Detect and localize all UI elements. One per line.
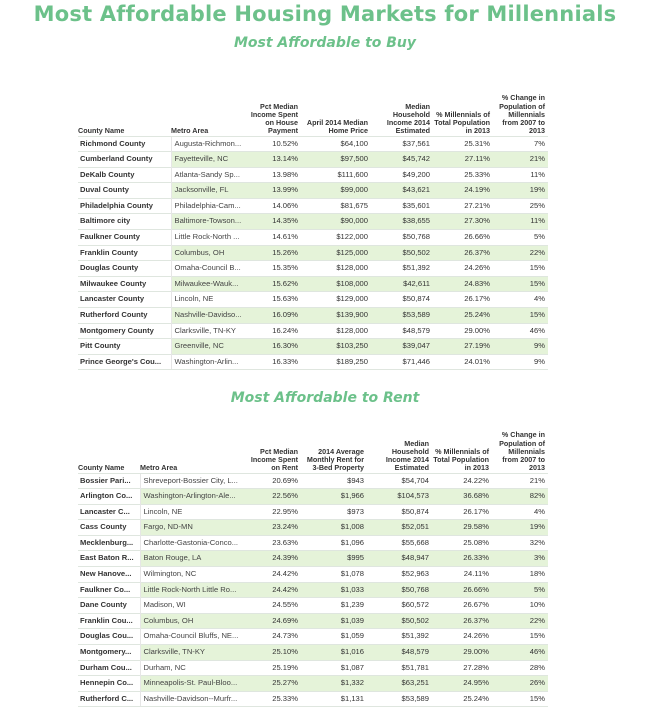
buy-table-row [78, 167, 548, 183]
value-cell: $81,675 [301, 198, 371, 214]
buy-header-row [78, 66, 548, 136]
buy-table-row [78, 261, 548, 277]
value-cell: 9% [493, 354, 548, 370]
value-cell: 24.42% [248, 582, 301, 598]
rent-header-cell: Pct Median Income Spent on Rent [250, 446, 298, 473]
county-name-cell: Bossier Pari... [78, 473, 140, 489]
value-cell: 14.06% [249, 198, 301, 214]
value-cell: 24.22% [432, 473, 492, 489]
metro-area-cell: Clarksville, TN-KY [171, 323, 249, 339]
buy-header-cell: County Name [78, 126, 125, 136]
value-cell: 24.73% [248, 629, 301, 645]
buy-header-cell: April 2014 Median Home Price [306, 118, 368, 136]
rent-header-row [78, 418, 548, 473]
value-cell: 25.33% [248, 691, 301, 707]
metro-area-cell: Nashville-Davidson--Murfr... [140, 691, 248, 707]
value-cell: $55,668 [367, 535, 432, 551]
value-cell: 27.19% [433, 339, 493, 355]
value-cell: $52,963 [367, 567, 432, 583]
value-cell: $51,392 [367, 629, 432, 645]
metro-area-cell: Omaha-Council Bluffs, NE... [140, 629, 248, 645]
rent-table-row [78, 551, 548, 567]
metro-area-cell: Columbus, OH [171, 245, 249, 261]
value-cell: $51,392 [371, 261, 433, 277]
buy-table-row [78, 339, 548, 355]
value-cell: $64,100 [301, 136, 371, 152]
buy-table-row [78, 198, 548, 214]
value-cell: $1,096 [301, 535, 367, 551]
value-cell: 16.09% [249, 308, 301, 324]
rent-table-row [78, 582, 548, 598]
value-cell: $1,008 [301, 520, 367, 536]
value-cell: $50,768 [371, 230, 433, 246]
county-name-cell: Durham Cou... [78, 660, 140, 676]
value-cell: 24.83% [433, 276, 493, 292]
buy-table-row [78, 183, 548, 199]
county-name-cell: Philadelphia County [78, 198, 171, 214]
value-cell: 25.31% [433, 136, 493, 152]
value-cell: 36.68% [432, 489, 492, 505]
metro-area-cell: Lincoln, NE [140, 504, 248, 520]
metro-area-cell: Omaha-Council B... [171, 261, 249, 277]
value-cell: 25.19% [248, 660, 301, 676]
value-cell: $1,332 [301, 676, 367, 692]
main-title: Most Affordable Housing Markets for Millennials [33, 2, 617, 26]
value-cell: $189,250 [301, 354, 371, 370]
value-cell: $973 [301, 504, 367, 520]
county-name-cell: Faulkner County [78, 230, 171, 246]
value-cell: $45,742 [371, 152, 433, 168]
county-name-cell: Lancaster County [78, 292, 171, 308]
value-cell: 15% [493, 276, 548, 292]
metro-area-cell: Baton Rouge, LA [140, 551, 248, 567]
county-name-cell: New Hanove... [78, 567, 140, 583]
county-name-cell: Rutherford County [78, 308, 171, 324]
value-cell: $1,033 [301, 582, 367, 598]
value-cell: 20.69% [248, 473, 301, 489]
buy-table-row [78, 276, 548, 292]
metro-area-cell: Washington-Arlington-Ale... [140, 489, 248, 505]
value-cell: 15% [493, 261, 548, 277]
metro-area-cell: Durham, NC [140, 660, 248, 676]
rent-table-row [78, 567, 548, 583]
value-cell: 24.55% [248, 598, 301, 614]
value-cell: 29.58% [432, 520, 492, 536]
value-cell: 15% [492, 691, 548, 707]
buy-header-cell: Metro Area [171, 126, 209, 136]
metro-area-cell: Jacksonville, FL [171, 183, 249, 199]
value-cell: 24.39% [248, 551, 301, 567]
value-cell: $51,781 [367, 660, 432, 676]
value-cell: 27.11% [433, 152, 493, 168]
metro-area-cell: Madison, WI [140, 598, 248, 614]
value-cell: 21% [493, 152, 548, 168]
value-cell: $50,502 [367, 613, 432, 629]
metro-area-cell: Washington-Arlin... [171, 354, 249, 370]
value-cell: 26.37% [433, 245, 493, 261]
value-cell: $125,000 [301, 245, 371, 261]
value-cell: $1,239 [301, 598, 367, 614]
rent-table-row [78, 489, 548, 505]
value-cell: 26% [492, 676, 548, 692]
metro-area-cell: Charlotte-Gastonia-Conco... [140, 535, 248, 551]
county-name-cell: East Baton R... [78, 551, 140, 567]
county-name-cell: Baltimore city [78, 214, 171, 230]
buy-section-title: Most Affordable to Buy [233, 35, 417, 51]
value-cell: 26.66% [432, 582, 492, 598]
value-cell: $1,966 [301, 489, 367, 505]
value-cell: 15.62% [249, 276, 301, 292]
value-cell: $995 [301, 551, 367, 567]
value-cell: $111,600 [301, 167, 371, 183]
value-cell: $71,446 [371, 354, 433, 370]
buy-table-row [78, 214, 548, 230]
county-name-cell: Dane County [78, 598, 140, 614]
value-cell: $48,579 [371, 323, 433, 339]
county-name-cell: Franklin Cou... [78, 613, 140, 629]
value-cell: $99,000 [301, 183, 371, 199]
value-cell: $103,250 [301, 339, 371, 355]
county-name-cell: Lancaster C... [78, 504, 140, 520]
rent-table-row [78, 660, 548, 676]
value-cell: 11% [493, 214, 548, 230]
value-cell: 5% [493, 230, 548, 246]
value-cell: 24.42% [248, 567, 301, 583]
value-cell: 13.98% [249, 167, 301, 183]
value-cell: 4% [493, 292, 548, 308]
value-cell: 16.24% [249, 323, 301, 339]
value-cell: $1,131 [301, 691, 367, 707]
value-cell: 7% [493, 136, 548, 152]
value-cell: $48,579 [367, 645, 432, 661]
value-cell: 24.95% [432, 676, 492, 692]
county-name-cell: Rutherford C... [78, 691, 140, 707]
metro-area-cell: Milwaukee-Wauk... [171, 276, 249, 292]
value-cell: $63,251 [367, 676, 432, 692]
county-name-cell: Franklin County [78, 245, 171, 261]
buy-header-cell: % Change in Population of Millennials from 2007 to 2013 [499, 93, 545, 136]
value-cell: $97,500 [301, 152, 371, 168]
buy-table-row [78, 354, 548, 370]
county-name-cell: Duval County [78, 183, 171, 199]
value-cell: 22.95% [248, 504, 301, 520]
value-cell: 24.69% [248, 613, 301, 629]
value-cell: 16.33% [249, 354, 301, 370]
county-name-cell: Montgomery... [78, 645, 140, 661]
value-cell: 10.52% [249, 136, 301, 152]
value-cell: 25.08% [432, 535, 492, 551]
value-cell: 24.19% [433, 183, 493, 199]
value-cell: 25.27% [248, 676, 301, 692]
value-cell: 24.11% [432, 567, 492, 583]
value-cell: 14.35% [249, 214, 301, 230]
metro-area-cell: Fayetteville, NC [171, 152, 249, 168]
buy-table-row [78, 230, 548, 246]
rent-header-cell: 2014 Average Monthly Rent for 3-Bed Property [306, 446, 364, 473]
buy-table [78, 66, 548, 370]
value-cell: $943 [301, 473, 367, 489]
value-cell: 23.24% [248, 520, 301, 536]
value-cell: $60,572 [367, 598, 432, 614]
metro-area-cell: Philadelphia-Cam... [171, 198, 249, 214]
value-cell: 26.17% [432, 504, 492, 520]
metro-area-cell: Augusta-Richmon... [171, 136, 249, 152]
value-cell: $39,047 [371, 339, 433, 355]
value-cell: 11% [493, 167, 548, 183]
rent-table-row [78, 473, 548, 489]
metro-area-cell: Baltimore-Towson... [171, 214, 249, 230]
value-cell: 15% [492, 629, 548, 645]
county-name-cell: Montgomery County [78, 323, 171, 339]
value-cell: 29.00% [432, 645, 492, 661]
county-name-cell: Milwaukee County [78, 276, 171, 292]
value-cell: 26.66% [433, 230, 493, 246]
value-cell: 25.10% [248, 645, 301, 661]
value-cell: 15.26% [249, 245, 301, 261]
value-cell: 15% [493, 308, 548, 324]
rent-table-row [78, 645, 548, 661]
metro-area-cell: Lincoln, NE [171, 292, 249, 308]
value-cell: $37,561 [371, 136, 433, 152]
value-cell: 25.24% [432, 691, 492, 707]
buy-table-row [78, 308, 548, 324]
value-cell: 10% [492, 598, 548, 614]
rent-header-cell: % Change in Population of Millennials from 2007 to 2013 [499, 430, 545, 473]
value-cell: $50,768 [367, 582, 432, 598]
rent-section-title: Most Affordable to Rent [230, 390, 420, 406]
value-cell: $52,051 [367, 520, 432, 536]
buy-table-row [78, 152, 548, 168]
value-cell: 32% [492, 535, 548, 551]
buy-header-cell: Pct Median Income Spent on House Payment [250, 101, 298, 136]
value-cell: 22% [492, 613, 548, 629]
value-cell: 24.26% [433, 261, 493, 277]
value-cell: 24.26% [432, 629, 492, 645]
county-name-cell: Pitt County [78, 339, 171, 355]
value-cell: 21% [492, 473, 548, 489]
metro-area-cell: Wilmington, NC [140, 567, 248, 583]
value-cell: $1,039 [301, 613, 367, 629]
rent-table-row [78, 676, 548, 692]
county-name-cell: DeKalb County [78, 167, 171, 183]
value-cell: 27.30% [433, 214, 493, 230]
rent-table-row [78, 535, 548, 551]
metro-area-cell: Fargo, ND-MN [140, 520, 248, 536]
value-cell: 19% [493, 183, 548, 199]
value-cell: 26.67% [432, 598, 492, 614]
value-cell: $139,900 [301, 308, 371, 324]
county-name-cell: Mecklenburg... [78, 535, 140, 551]
value-cell: 25.33% [433, 167, 493, 183]
metro-area-cell: Minneapolis-St. Paul-Bloo... [140, 676, 248, 692]
value-cell: $53,589 [371, 308, 433, 324]
buy-table-row [78, 136, 548, 152]
value-cell: 27.21% [433, 198, 493, 214]
buy-table-row [78, 245, 548, 261]
value-cell: 19% [492, 520, 548, 536]
rent-table-row [78, 520, 548, 536]
county-name-cell: Cumberland County [78, 152, 171, 168]
rent-table-row [78, 691, 548, 707]
value-cell: 28% [492, 660, 548, 676]
metro-area-cell: Atlanta-Sandy Sp... [171, 167, 249, 183]
value-cell: $104,573 [367, 489, 432, 505]
value-cell: 4% [492, 504, 548, 520]
value-cell: 5% [492, 582, 548, 598]
value-cell: $129,000 [301, 292, 371, 308]
value-cell: 22% [493, 245, 548, 261]
metro-area-cell: Clarksville, TN-KY [140, 645, 248, 661]
value-cell: $1,078 [301, 567, 367, 583]
value-cell: 25.24% [433, 308, 493, 324]
value-cell: 46% [493, 323, 548, 339]
value-cell: $35,601 [371, 198, 433, 214]
rent-header-cell: Median Household Income 2014 Estimated [385, 438, 429, 473]
value-cell: $1,016 [301, 645, 367, 661]
county-name-cell: Arlington Co... [78, 489, 140, 505]
metro-area-cell: Little Rock-North ... [171, 230, 249, 246]
value-cell: $108,000 [301, 276, 371, 292]
value-cell: 13.99% [249, 183, 301, 199]
rent-table-row [78, 504, 548, 520]
value-cell: $50,874 [367, 504, 432, 520]
value-cell: 26.37% [432, 613, 492, 629]
value-cell: 13.14% [249, 152, 301, 168]
value-cell: $90,000 [301, 214, 371, 230]
value-cell: 22.56% [248, 489, 301, 505]
value-cell: $38,655 [371, 214, 433, 230]
county-name-cell: Faulkner Co... [78, 582, 140, 598]
metro-area-cell: Columbus, OH [140, 613, 248, 629]
metro-area-cell: Nashville-Davidso... [171, 308, 249, 324]
rent-header-cell: Metro Area [140, 463, 178, 473]
value-cell: $42,611 [371, 276, 433, 292]
value-cell: $43,621 [371, 183, 433, 199]
rent-table [78, 418, 548, 707]
value-cell: 16.30% [249, 339, 301, 355]
value-cell: 23.63% [248, 535, 301, 551]
value-cell: $54,704 [367, 473, 432, 489]
buy-table-row [78, 292, 548, 308]
county-name-cell: Douglas County [78, 261, 171, 277]
value-cell: $50,502 [371, 245, 433, 261]
rent-table-row [78, 598, 548, 614]
value-cell: 27.28% [432, 660, 492, 676]
value-cell: 18% [492, 567, 548, 583]
value-cell: 15.63% [249, 292, 301, 308]
value-cell: 29.00% [433, 323, 493, 339]
value-cell: $1,087 [301, 660, 367, 676]
buy-header-cell: % Millennials of Total Population in 2013 [434, 109, 490, 136]
buy-table-row [78, 323, 548, 339]
metro-area-cell: Greenville, NC [171, 339, 249, 355]
buy-header-cell: Median Household Income 2014 Estimated [386, 101, 430, 136]
value-cell: 26.33% [432, 551, 492, 567]
value-cell: $50,874 [371, 292, 433, 308]
value-cell: $128,000 [301, 323, 371, 339]
county-name-cell: Douglas Cou... [78, 629, 140, 645]
rent-table-row [78, 613, 548, 629]
value-cell: 82% [492, 489, 548, 505]
value-cell: $48,947 [367, 551, 432, 567]
value-cell: 14.61% [249, 230, 301, 246]
value-cell: 24.01% [433, 354, 493, 370]
value-cell: 46% [492, 645, 548, 661]
value-cell: $1,059 [301, 629, 367, 645]
rent-header-cell: % Millennials of Total Population in 2013 [433, 446, 489, 473]
county-name-cell: Cass County [78, 520, 140, 536]
county-name-cell: Prince George's Cou... [78, 354, 171, 370]
value-cell: $49,200 [371, 167, 433, 183]
metro-area-cell: Little Rock-North Little Ro... [140, 582, 248, 598]
value-cell: 9% [493, 339, 548, 355]
rent-table-row [78, 629, 548, 645]
metro-area-cell: Shreveport-Bossier City, L... [140, 473, 248, 489]
value-cell: 15.35% [249, 261, 301, 277]
rent-header-cell: County Name [78, 463, 125, 473]
county-name-cell: Hennepin Co... [78, 676, 140, 692]
value-cell: 26.17% [433, 292, 493, 308]
county-name-cell: Richmond County [78, 136, 171, 152]
value-cell: $53,589 [367, 691, 432, 707]
value-cell: $128,000 [301, 261, 371, 277]
value-cell: $122,000 [301, 230, 371, 246]
value-cell: 25% [493, 198, 548, 214]
value-cell: 3% [492, 551, 548, 567]
